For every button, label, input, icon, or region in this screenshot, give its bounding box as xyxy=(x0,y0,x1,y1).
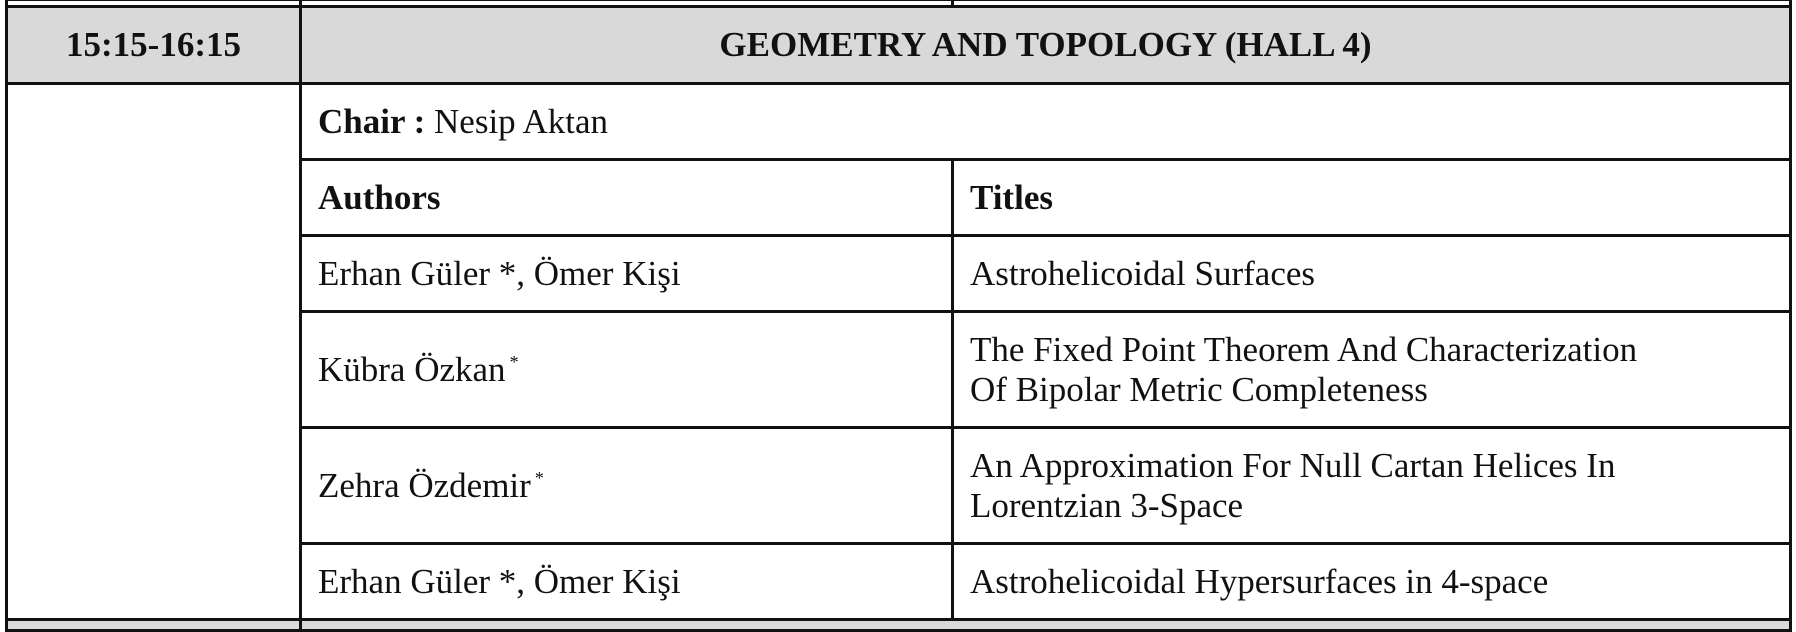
row-title-line: Astrohelicoidal Hypersurfaces in 4-space xyxy=(970,561,1549,601)
chair-label: Chair : xyxy=(318,101,426,141)
session-header-row xyxy=(7,7,1791,84)
row-authors xyxy=(301,428,953,544)
row-title xyxy=(953,428,1791,544)
row-authors-text: Zehra Özdemir xyxy=(318,465,531,505)
chair-cell xyxy=(301,84,1791,160)
row-title-line: Lorentzian 3-Space xyxy=(970,485,1244,525)
presenter-marker: * xyxy=(509,351,519,372)
row-authors-text: Kübra Özkan xyxy=(318,349,506,389)
time-column-blank xyxy=(7,84,301,620)
authors-column-header: Authors xyxy=(301,160,953,236)
session-title: GEOMETRY AND TOPOLOGY (HALL 4) xyxy=(301,7,1791,84)
next-row-title-stub xyxy=(301,620,1791,631)
row-title-line: An Approximation For Null Cartan Helices In xyxy=(970,445,1616,485)
row-title xyxy=(953,544,1791,620)
row-title-line: Of Bipolar Metric Completeness xyxy=(970,369,1428,409)
row-authors: Erhan Güler *, Ömer Kişi xyxy=(301,544,953,620)
row-title xyxy=(953,312,1791,428)
titles-column-header: Titles xyxy=(953,160,1791,236)
row-title xyxy=(953,236,1791,312)
chair-name: Nesip Aktan xyxy=(434,101,609,141)
row-title-line: Astrohelicoidal Surfaces xyxy=(970,253,1316,293)
next-row-stub xyxy=(7,620,1791,631)
row-title-line: The Fixed Point Theorem And Characterization xyxy=(970,329,1638,369)
next-row-time-stub xyxy=(7,620,301,631)
session-time: 15:15-16:15 xyxy=(7,7,301,84)
session-schedule-table xyxy=(5,0,1792,632)
chair-row xyxy=(7,84,1791,160)
row-authors: Erhan Güler *, Ömer Kişi xyxy=(301,236,953,312)
row-authors xyxy=(301,312,953,428)
presenter-marker: * xyxy=(534,467,544,488)
